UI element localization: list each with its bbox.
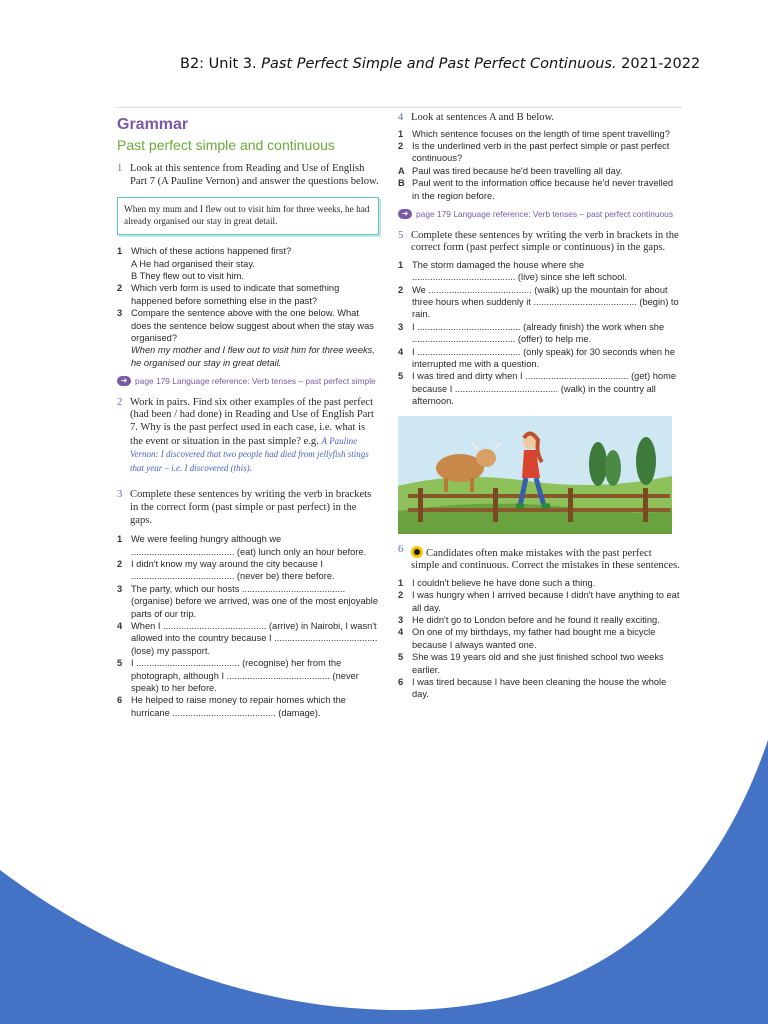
item-text: Paul was tired because he'd been travelling all day. xyxy=(412,165,623,176)
item-text: I ........................................ (only speak) for 30 seconds when he interrupted me with a question. xyxy=(412,346,676,369)
item-text: Which of these actions happened first? xyxy=(131,246,292,257)
item-number: 1 xyxy=(117,246,123,257)
eye-icon xyxy=(411,546,423,558)
question-2: 2 Work in pairs. Find six other examples of the past perfect (had been / had done) in Reading and Use of English Part 7. Why is the past perfect used in each case, i.e. what is the event or situation in the past simple? e.g. A Pauline Vernon: I discovered that two people had died from jellyfish stings that year – i.e. I discovered (this). xyxy=(117,396,374,473)
item-number: 2 xyxy=(117,558,123,569)
list-item xyxy=(117,558,379,583)
list-item xyxy=(398,614,682,626)
item-text: I ........................................ (already finish) the work when she ........................................ (offer) to help me. xyxy=(412,321,665,345)
question-1: 1 Look at this sentence from Reading and Use of English Part 7 (A Pauline Vernon) and answer the questions below. xyxy=(117,163,379,187)
list-item xyxy=(398,651,682,676)
item-text: He helped to raise money to repair homes which the hurricane ........................................ (damage). xyxy=(131,695,346,718)
question-4-items xyxy=(398,128,682,202)
list-item xyxy=(117,620,379,657)
item-number: B xyxy=(398,178,405,189)
item-number: 6 xyxy=(117,695,123,706)
item-text: I was tired because I have been cleaning the house the whole day. xyxy=(412,677,667,700)
item-text: She was 19 years old and she just finished school two weeks earlier. xyxy=(412,652,664,675)
list-item xyxy=(398,259,682,284)
item-number: 1 xyxy=(398,577,404,588)
question-5: 5 Complete these sentences by writing the verb in brackets in the correct form (past perfect simple or continuous) in the gaps. xyxy=(398,229,679,254)
list-item xyxy=(398,370,682,407)
list-item xyxy=(398,140,682,165)
question-6-items xyxy=(398,577,682,701)
question-5-items xyxy=(398,259,682,408)
list-item xyxy=(117,245,379,257)
item-number: 1 xyxy=(398,259,404,270)
list-item xyxy=(117,694,379,719)
item-number: 1 xyxy=(117,534,123,545)
item-text: I didn't know my way around the city because I ........................................ (never be) there before. xyxy=(131,558,335,582)
item-text: Which verb form is used to indicate that something happened before something else in the past? xyxy=(131,283,340,306)
item-text: He didn't go to London before and he found it really exciting. xyxy=(412,615,660,625)
item-text: We ........................................ (walk) up the mountain for about three hours when suddenly it ........................................ (begin) to rain. xyxy=(412,284,679,320)
question-3-items xyxy=(117,533,379,719)
example-sentence-box: When my mum and I flew out to visit him for three weeks, he had already organised our stay in great detail. xyxy=(117,197,379,235)
question-1-items xyxy=(117,245,379,369)
page-title: B2: Unit 3. Past Perfect Simple and Past Perfect Continuous. 2021-2022 xyxy=(180,56,701,72)
item-number: 3 xyxy=(117,583,123,594)
item-number: 3 xyxy=(398,615,404,625)
right-column xyxy=(398,110,682,701)
list-item xyxy=(398,177,682,202)
top-divider xyxy=(117,107,682,108)
item-number: 4 xyxy=(398,346,404,357)
option-line: B They flew out to visit him. xyxy=(131,271,244,281)
list-item xyxy=(117,307,379,344)
list-item xyxy=(117,657,379,694)
item-text: I was hungry when I arrived because I didn't have anything to eat all day. xyxy=(412,590,680,613)
item-number: A xyxy=(398,165,405,176)
item-text: Is the underlined verb in the past perfect simple or past perfect continuous? xyxy=(412,141,670,164)
item-text: When I ........................................ (arrive) in Nairobi, I wasn't allowed into the country because I ........................................ (lose) my passport. xyxy=(131,620,378,656)
question-6: 6 Candidates often make mistakes with the past perfect simple and continuous. Correct the mistakes in these sentences. xyxy=(398,543,680,572)
list-item xyxy=(398,321,682,346)
list-item xyxy=(398,284,682,321)
item-number: 2 xyxy=(117,283,123,294)
item-text: The party, which our hosts ........................................ (organise) before we arrived, was one of the most enjoyable parts of our trip. xyxy=(131,583,379,619)
list-item xyxy=(117,282,379,307)
item-text: Which sentence focuses on the length of time spent travelling? xyxy=(412,128,670,139)
arrow-right-icon: ➜ xyxy=(117,376,131,386)
item-number: 2 xyxy=(398,590,404,601)
section-subheading: Past perfect simple and continuous xyxy=(117,137,335,153)
option-line: A He had organised their stay. xyxy=(131,258,255,269)
italic-sentence: When my mother and I flew out to visit him for three weeks, he organised our stay in great detail. xyxy=(131,345,375,368)
item-text: On one of my birthdays, my father had bought me a bicycle because I always wanted one. xyxy=(412,627,656,650)
item-text: I was tired and dirty when I ........................................ (get) home because I ........................................ (walk) in the country all afternoon. xyxy=(412,371,677,407)
arrow-right-icon: ➜ xyxy=(398,209,412,219)
item-number: 3 xyxy=(398,321,404,332)
language-reference-link[interactable]: ➜ page 179 Language reference: Verb tenses – past perfect simple xyxy=(117,376,379,387)
list-item xyxy=(398,346,682,371)
item-number: 4 xyxy=(117,620,123,631)
list-item xyxy=(398,165,682,177)
item-text: We were feeling hungry although we ........................................ (eat) lunch only an hour before. xyxy=(131,534,367,557)
item-number: 5 xyxy=(398,371,404,382)
item-number: 1 xyxy=(398,128,404,139)
list-item xyxy=(398,589,682,614)
item-number: 2 xyxy=(398,284,404,295)
list-item xyxy=(117,583,379,620)
item-text: Paul went to the information office because he'd never travelled in the region before. xyxy=(412,178,674,201)
item-number: 5 xyxy=(117,658,123,669)
question-3: 3 Complete these sentences by writing the verb in brackets in the correct form (past simple or past perfect) in the gaps. xyxy=(117,489,372,526)
item-number: 6 xyxy=(398,677,404,688)
item-number: 3 xyxy=(117,308,123,319)
language-reference-link[interactable]: ➜ page 179 Language reference: Verb tenses – past perfect continuous xyxy=(398,209,682,220)
item-text: I ........................................ (recognise) her from the photograph, although I ........................................ (never speak) to her before. xyxy=(131,658,359,693)
list-item xyxy=(398,626,682,651)
item-number: 4 xyxy=(398,627,404,638)
handwritten-example: A Pauline Vernon: I discovered that two people had died from jellyfish stings that year – i.e. I discovered (this). xyxy=(130,435,369,473)
list-item xyxy=(398,676,682,701)
list-item xyxy=(398,577,682,589)
item-text: I couldn't believe he have done such a thing. xyxy=(412,577,596,588)
left-column xyxy=(117,110,379,719)
item-number: 5 xyxy=(398,652,404,663)
item-text: Compare the sentence above with the one below. What does the sentence below suggest about when the stay was organised? xyxy=(131,308,374,344)
list-item xyxy=(398,128,682,140)
illustration-girl-and-cow xyxy=(398,416,672,534)
item-number: 2 xyxy=(398,141,404,151)
question-4: 4 Look at sentences A and B below. xyxy=(398,112,555,123)
section-heading: Grammar xyxy=(117,116,189,133)
list-item xyxy=(117,533,379,558)
item-text: The storm damaged the house where she ........................................ (live) since she left school. xyxy=(412,259,627,283)
